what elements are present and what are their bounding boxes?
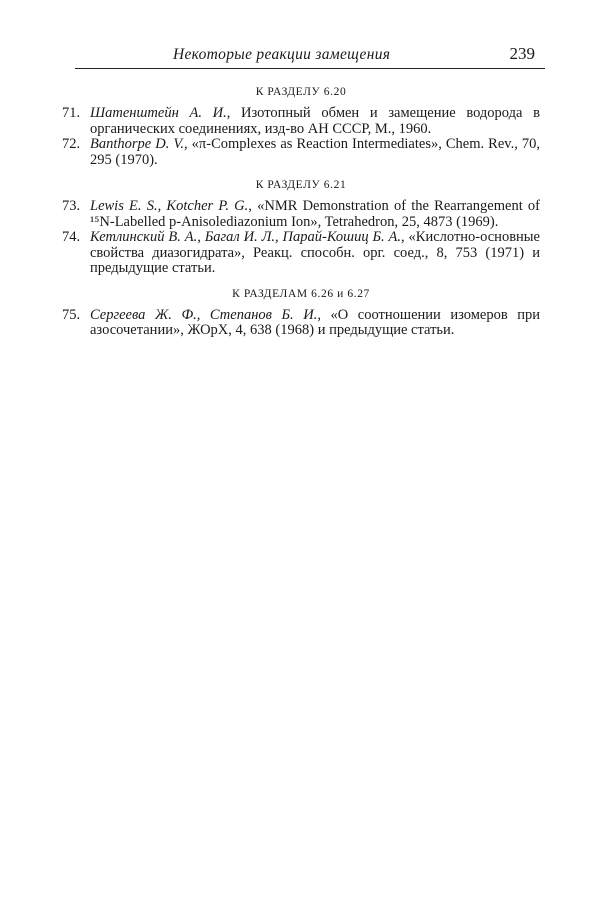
reference-number: 73. <box>62 198 81 214</box>
references-list <box>62 84 540 339</box>
reference-authors: Шатенштейн А. И. <box>90 105 227 121</box>
reference-number: 75. <box>62 306 81 323</box>
reference-75 <box>62 308 540 339</box>
reference-text: , «NMR Demonstration of the Rearrangement of ¹⁵N-Labelled p-Anisolediazonium Ion», Tetrahedron, 25, 4873 (1969). <box>90 198 541 230</box>
running-header <box>75 42 545 69</box>
reference-text: , Изотопный обмен и замещение водорода в органических соединениях, изд-во АН СССР, М., 1960. <box>90 105 540 137</box>
reference-number: 74. <box>62 229 81 245</box>
reference-text: , «Кислотно-основные свойства диазогидрата», Реакц. способн. орг. соед., 8, 753 (1971) и предыдущие статьи. <box>90 229 540 276</box>
reference-number: 72. <box>62 136 81 152</box>
section-heading-6-20: К РАЗДЕЛУ 6.20 <box>255 86 347 98</box>
reference-authors: Banthorpe D. V. <box>90 136 185 152</box>
reference-number: 71. <box>62 105 81 121</box>
reference-text: , «π-Complexes as Reaction Intermediates», Chem. Rev., 70, 295 (1970). <box>90 136 540 168</box>
reference-72 <box>62 137 540 168</box>
page-number: 239 <box>509 44 535 63</box>
reference-73 <box>62 199 540 230</box>
reference-text: , «О соотношении изомеров при азосочетании», ЖОрХ, 4, 638 (1968) и предыдущие статьи. <box>90 306 541 338</box>
reference-71 <box>62 106 540 137</box>
reference-74 <box>62 230 540 277</box>
reference-authors: Кетлинский В. А., Багал И. Л., Парай-Кошиц Б. А. <box>90 229 402 245</box>
reference-authors: Сергеева Ж. Ф., Степанов Б. И. <box>90 306 318 323</box>
reference-authors: Lewis E. S., Kotcher P. G. <box>90 198 249 214</box>
section-heading-6-26-6-27: К РАЗДЕЛАМ 6.26 и 6.27 <box>232 287 370 300</box>
section-heading-6-21: К РАЗДЕЛУ 6.21 <box>255 179 347 191</box>
running-title: Некоторые реакции замещения <box>173 46 391 63</box>
